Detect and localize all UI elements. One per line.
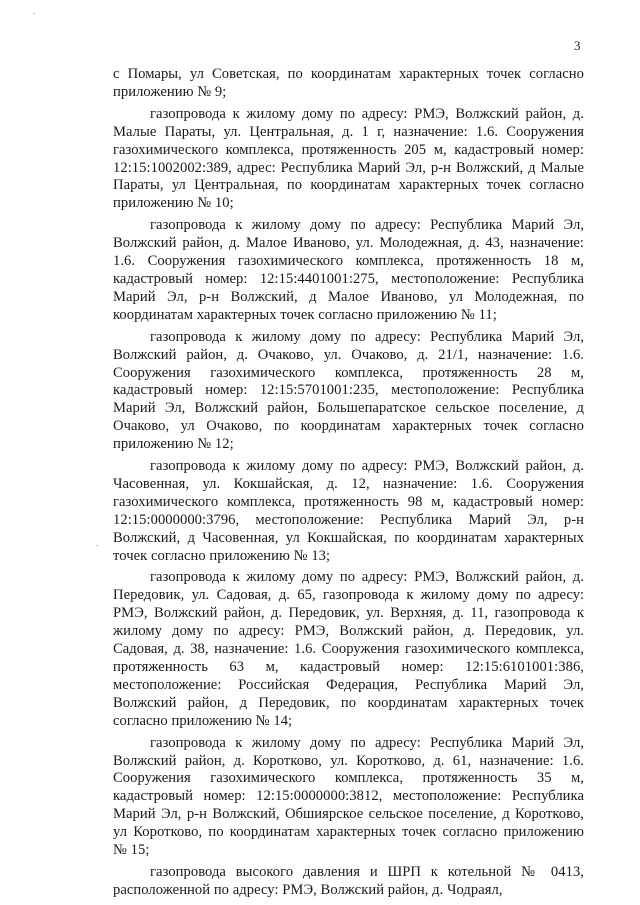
paragraph-item: газопровода к жилому дому по адресу: РМЭ, Волжский район, д. Часовенная, ул. Кокшайская, д. 12, назначение: 1.6. Сооружения газохимического комплекса, протяженность 98 м, кадастровый номер: 12:15:0000000:3796, местоположение: Республика Марий Эл, р-н Волжский, д Часовенная, ул Кокшайская, по координатам характерных точек согласно приложению № 13;	[113, 458, 584, 564]
scan-speck	[96, 545, 98, 546]
document-body	[113, 66, 584, 904]
scan-speck	[33, 13, 35, 14]
paragraph-item: газопровода к жилому дому по адресу: РМЭ, Волжский район, д. Малые Параты, ул. Центральная, д. 1 г, назначение: 1.6. Сооружения газохимического комплекса, протяженность 205 м, кадастровый номер: 12:15:1002002:389, адрес: Республика Марий Эл, р-н Волжский, д Малые Параты, ул Центральная, по координатам характерных точек согласно приложению № 10;	[113, 105, 584, 212]
paragraph-item: газопровода к жилому дому по адресу: Республика Марий Эл, Волжский район, д. Очаково, ул. Очаково, д. 21/1, назначение: 1.6. Сооружения газохимического комплекса, протяженность 28 м, кадастровый номер: 12:15:5701001:235, местоположение: Республика Марий Эл, Волжский район, Большепаратское сельское поселение, д Очаково, ул Очаково, по координатам характерных точек согласно приложению № 12;	[113, 328, 584, 453]
page-number: 3	[574, 38, 581, 53]
paragraph-item: газопровода к жилому дому по адресу: РМЭ, Волжский район, д. Передовик, ул. Садовая, д. 65, газопровода к жилому дому по адресу: РМЭ, Волжский район, д. Передовик, ул. Верхняя, д. 11, газопровода к жилому дому по адресу: РМЭ, Волжский район, д. Передовик, ул. Садовая, д. 38, назначение: 1.6. Сооружения газохимического комплекса, протяженность 63 м, кадастровый номер: 12:15:6101001:386, местоположение: Российская Федерация, Республика Марий Эл, Волжский район, д Передовик, по координатам характерных точек согласно приложению № 14;	[113, 569, 584, 729]
paragraph-item: газопровода к жилому дому по адресу: Республика Марий Эл, Волжский район, д. Малое Иваново, ул. Молодежная, д. 43, назначение: 1.6. Сооружения газохимического комплекса, протяженность 18 м, кадастровый номер: 12:15:4401001:275, местоположение: Республика Марий Эл, р-н Волжский, д Малое Иваново, ул Молодежная, по координатам характерных точек согласно приложению № 11;	[113, 217, 584, 323]
paragraph-item: газопровода высокого давления и ШРП к котельной № 0413, расположенной по адресу: РМЭ, Волжский район, д. Чодраял,	[113, 863, 584, 898]
paragraph-item: газопровода к жилому дому по адресу: Республика Марий Эл, Волжский район, д. Коротково, ул. Коротково, д. 61, назначение: 1.6. Сооружения газохимического комплекса, протяженность 35 м, кадастровый номер: 12:15:0000000:3812, местоположение: Республика Марий Эл, р-н Волжский, Обшиярское сельское поселение, д Коротково, ул Коротково, по координатам характерных точек согласно приложению № 15;	[113, 734, 584, 859]
paragraph-continuation: с Помары, ул Советская, по координатам характерных точек согласно приложению № 9;	[113, 66, 584, 100]
